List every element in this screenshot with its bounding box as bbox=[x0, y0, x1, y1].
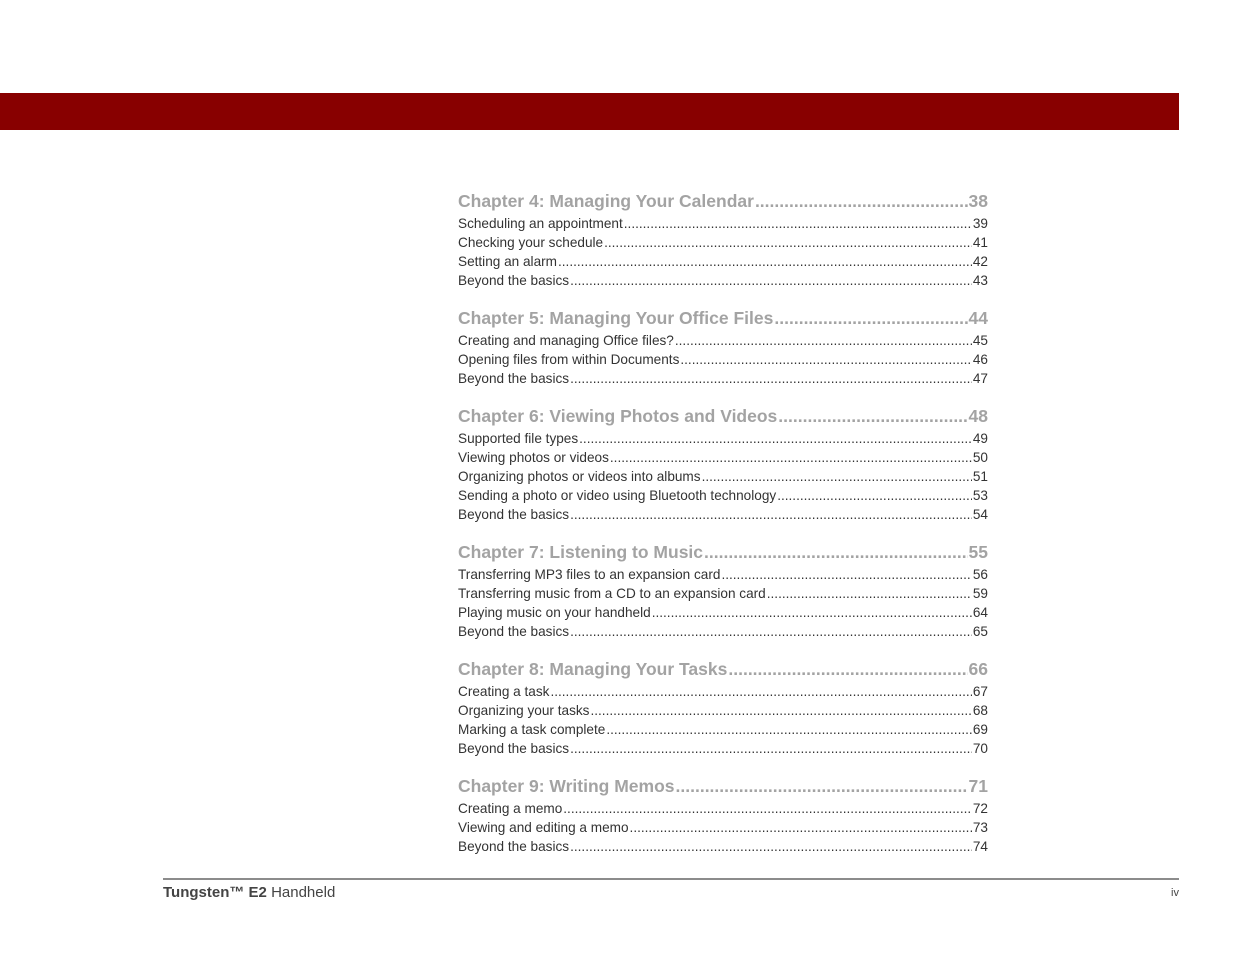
chapter-title: Chapter 4: Managing Your Calendar bbox=[458, 191, 754, 211]
toc-chapter-heading[interactable] bbox=[458, 188, 988, 214]
entry-title: Beyond the basics bbox=[458, 624, 570, 639]
entry-title: Organizing your tasks bbox=[458, 703, 590, 718]
entry-page-number: 69 bbox=[972, 722, 988, 737]
toc-entry[interactable] bbox=[458, 622, 988, 641]
entry-title: Beyond the basics bbox=[458, 741, 570, 756]
chapter-page-number: 38 bbox=[968, 191, 988, 211]
entry-page-number: 50 bbox=[972, 450, 988, 465]
chapter-title: Chapter 8: Managing Your Tasks bbox=[458, 659, 728, 679]
chapter-title: Chapter 9: Writing Memos bbox=[458, 776, 675, 796]
entry-title: Transferring music from a CD to an expansion card bbox=[458, 586, 766, 601]
footer-product-bold: Tungsten™ E2 bbox=[163, 884, 267, 901]
footer-product-name bbox=[163, 884, 335, 901]
entry-page-number: 39 bbox=[972, 216, 988, 231]
toc-entry[interactable] bbox=[458, 448, 988, 467]
entry-title: Beyond the basics bbox=[458, 507, 570, 522]
dot-leader bbox=[590, 701, 971, 720]
entry-title: Checking your schedule bbox=[458, 235, 604, 250]
entry-page-number: 43 bbox=[972, 273, 988, 288]
toc-chapter bbox=[458, 403, 988, 524]
dot-leader bbox=[570, 505, 972, 524]
dot-leader bbox=[767, 584, 972, 603]
entry-page-number: 51 bbox=[972, 469, 988, 484]
footer-product-rest: Handheld bbox=[266, 884, 336, 901]
entry-title: Beyond the basics bbox=[458, 371, 570, 386]
dot-leader bbox=[604, 233, 972, 252]
dot-leader bbox=[778, 403, 967, 429]
toc-entry[interactable] bbox=[458, 818, 988, 837]
entry-page-number: 45 bbox=[972, 333, 988, 348]
entry-title: Creating a memo bbox=[458, 801, 563, 816]
toc-chapter bbox=[458, 305, 988, 388]
toc-chapter-heading[interactable] bbox=[458, 656, 988, 682]
table-of-contents bbox=[458, 188, 988, 871]
toc-entry[interactable] bbox=[458, 584, 988, 603]
footer-page-number: iv bbox=[1171, 887, 1179, 899]
dot-leader bbox=[570, 739, 972, 758]
toc-entry[interactable] bbox=[458, 603, 988, 622]
entry-title: Opening files from within Documents bbox=[458, 352, 680, 367]
dot-leader bbox=[675, 331, 972, 350]
toc-entry[interactable] bbox=[458, 350, 988, 369]
entry-title: Viewing and editing a memo bbox=[458, 820, 629, 835]
toc-entry[interactable] bbox=[458, 467, 988, 486]
entry-page-number: 56 bbox=[972, 567, 988, 582]
entry-title: Scheduling an appointment bbox=[458, 216, 623, 231]
dot-leader bbox=[721, 565, 971, 584]
dot-leader bbox=[550, 682, 971, 701]
header-bar bbox=[0, 93, 1179, 130]
entry-page-number: 73 bbox=[972, 820, 988, 835]
entry-page-number: 53 bbox=[972, 488, 988, 503]
dot-leader bbox=[570, 271, 972, 290]
toc-entry[interactable] bbox=[458, 486, 988, 505]
entry-title: Viewing photos or videos bbox=[458, 450, 609, 465]
toc-entry[interactable] bbox=[458, 233, 988, 252]
dot-leader bbox=[570, 622, 972, 641]
toc-entry[interactable] bbox=[458, 271, 988, 290]
toc-entry[interactable] bbox=[458, 214, 988, 233]
toc-entry[interactable] bbox=[458, 799, 988, 818]
entry-title: Organizing photos or videos into albums bbox=[458, 469, 701, 484]
entry-page-number: 54 bbox=[972, 507, 988, 522]
dot-leader bbox=[755, 188, 968, 214]
chapter-page-number: 55 bbox=[968, 542, 988, 562]
dot-leader bbox=[676, 773, 968, 799]
toc-entry[interactable] bbox=[458, 701, 988, 720]
dot-leader bbox=[652, 603, 972, 622]
toc-entry[interactable] bbox=[458, 252, 988, 271]
entry-title: Playing music on your handheld bbox=[458, 605, 651, 620]
toc-chapter-heading[interactable] bbox=[458, 403, 988, 429]
entry-title: Creating and managing Office files? bbox=[458, 333, 674, 348]
entry-page-number: 49 bbox=[972, 431, 988, 446]
footer-divider bbox=[163, 878, 1179, 880]
chapter-page-number: 48 bbox=[968, 406, 988, 426]
toc-chapter bbox=[458, 656, 988, 758]
dot-leader bbox=[704, 539, 968, 565]
entry-page-number: 41 bbox=[972, 235, 988, 250]
toc-chapter-heading[interactable] bbox=[458, 773, 988, 799]
entry-title: Marking a task complete bbox=[458, 722, 606, 737]
entry-page-number: 46 bbox=[972, 352, 988, 367]
dot-leader bbox=[570, 837, 972, 856]
dot-leader bbox=[702, 467, 972, 486]
toc-entry[interactable] bbox=[458, 720, 988, 739]
entry-page-number: 59 bbox=[972, 586, 988, 601]
entry-title: Transferring MP3 files to an expansion card bbox=[458, 567, 721, 582]
dot-leader bbox=[728, 656, 967, 682]
dot-leader bbox=[777, 486, 972, 505]
toc-entry[interactable] bbox=[458, 837, 988, 856]
entry-title: Setting an alarm bbox=[458, 254, 557, 269]
dot-leader bbox=[624, 214, 972, 233]
dot-leader bbox=[579, 429, 972, 448]
entry-title: Supported file types bbox=[458, 431, 579, 446]
entry-page-number: 72 bbox=[972, 801, 988, 816]
toc-entry[interactable] bbox=[458, 369, 988, 388]
toc-entry[interactable] bbox=[458, 505, 988, 524]
toc-chapter bbox=[458, 188, 988, 290]
entry-title: Beyond the basics bbox=[458, 273, 570, 288]
entry-page-number: 47 bbox=[972, 371, 988, 386]
toc-entry[interactable] bbox=[458, 739, 988, 758]
chapter-title: Chapter 7: Listening to Music bbox=[458, 542, 704, 562]
toc-chapter bbox=[458, 773, 988, 856]
toc-entry[interactable] bbox=[458, 565, 988, 584]
entry-page-number: 65 bbox=[972, 624, 988, 639]
entry-title: Creating a task bbox=[458, 684, 550, 699]
chapter-page-number: 44 bbox=[968, 308, 988, 328]
entry-title: Beyond the basics bbox=[458, 839, 570, 854]
toc-entry[interactable] bbox=[458, 331, 988, 350]
dot-leader bbox=[558, 252, 972, 271]
entry-page-number: 68 bbox=[972, 703, 988, 718]
chapter-title: Chapter 5: Managing Your Office Files bbox=[458, 308, 774, 328]
dot-leader bbox=[606, 720, 972, 739]
chapter-page-number: 71 bbox=[968, 776, 988, 796]
toc-entry[interactable] bbox=[458, 682, 988, 701]
dot-leader bbox=[570, 369, 972, 388]
entry-page-number: 64 bbox=[972, 605, 988, 620]
chapter-page-number: 66 bbox=[968, 659, 988, 679]
dot-leader bbox=[680, 350, 972, 369]
toc-entry[interactable] bbox=[458, 429, 988, 448]
entry-page-number: 67 bbox=[972, 684, 988, 699]
entry-page-number: 42 bbox=[972, 254, 988, 269]
entry-title: Sending a photo or video using Bluetooth technology bbox=[458, 488, 777, 503]
dot-leader bbox=[774, 305, 967, 331]
toc-chapter bbox=[458, 539, 988, 641]
entry-page-number: 74 bbox=[972, 839, 988, 854]
chapter-title: Chapter 6: Viewing Photos and Videos bbox=[458, 406, 778, 426]
entry-page-number: 70 bbox=[972, 741, 988, 756]
dot-leader bbox=[630, 818, 972, 837]
toc-chapter-heading[interactable] bbox=[458, 305, 988, 331]
dot-leader bbox=[610, 448, 972, 467]
toc-chapter-heading[interactable] bbox=[458, 539, 988, 565]
dot-leader bbox=[563, 799, 972, 818]
